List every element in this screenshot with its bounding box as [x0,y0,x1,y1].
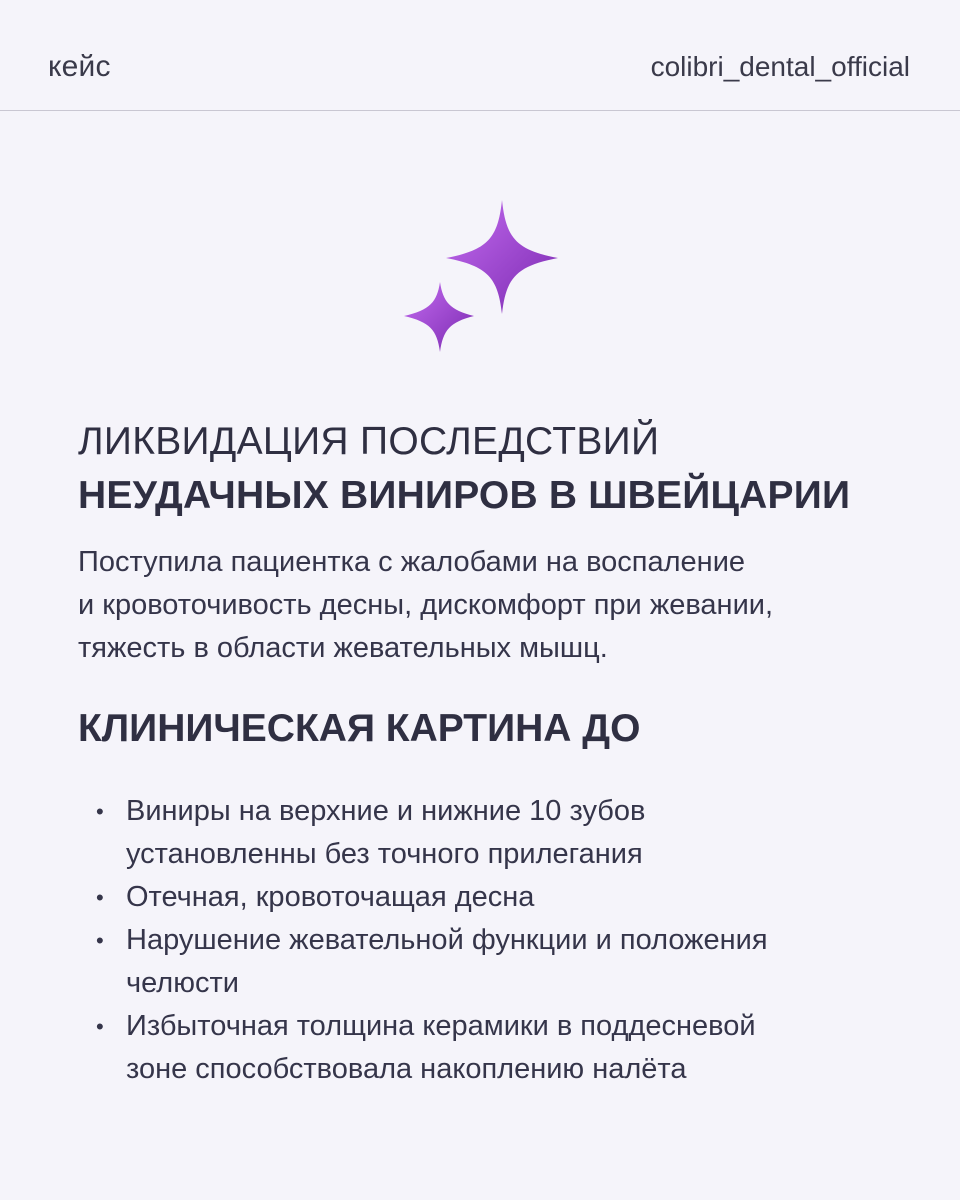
title-line-2: НЕУДАЧНЫХ ВИНИРОВ В ШВЕЙЦАРИИ [78,474,851,517]
header-bar [0,0,960,111]
title-line-1: ЛИКВИДАЦИЯ ПОСЛЕДСТВИЙ [78,420,660,463]
intro-line: Поступила пациентка с жалобами на воспаление [78,546,746,578]
list-item-line: Нарушение жевательной функции и положения [126,924,768,956]
intro-paragraph [78,541,898,670]
bullet-icon: • [96,799,104,824]
section-title: КЛИНИЧЕСКАЯ КАРТИНА ДО [78,707,641,750]
intro-line: тяжесть в области жевательных мышц. [78,632,608,664]
sparkles-icon [398,198,562,358]
intro-line: и кровоточивость десны, дискомфорт при жевании, [78,589,774,621]
bullet-icon: • [96,1014,104,1039]
category-label: кейс [48,50,111,83]
bullet-list [78,790,898,1091]
list-item-line: Отечная, кровоточащая десна [126,881,535,913]
bullet-icon: • [96,885,104,910]
large-sparkle-icon [446,200,558,314]
account-handle: colibri_dental_official [650,51,910,82]
list-item [78,919,898,1005]
list-item-line: челюсти [126,967,239,999]
list-item-line: зоне способствовала накоплению налёта [126,1053,687,1085]
list-item-line: Виниры на верхние и нижние 10 зубов [126,795,646,827]
list-item [78,876,898,919]
list-item [78,1005,898,1091]
list-item-line: Избыточная толщина керамики в поддесневой [126,1010,756,1042]
list-item [78,790,898,876]
small-sparkle-icon [404,282,474,352]
bullet-icon: • [96,928,104,953]
list-item-line: установленны без точного прилегания [126,838,643,870]
